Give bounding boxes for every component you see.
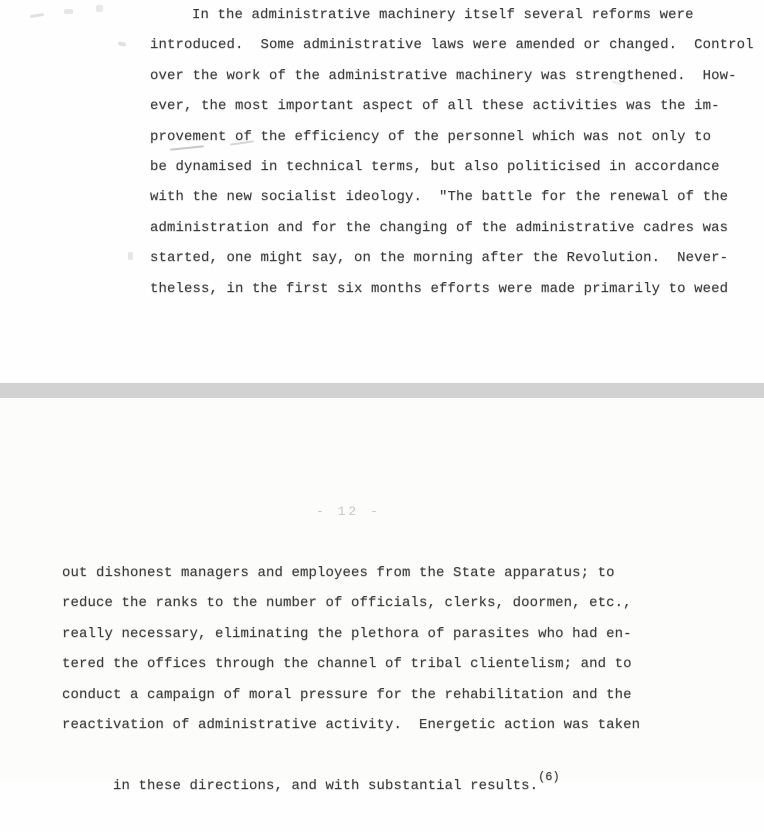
text-line — [62, 740, 662, 831]
text-line: conduct a campaign of moral pressure for the rehabilitation and the — [62, 686, 632, 703]
scan-artifact — [96, 5, 103, 12]
paragraph-top — [150, 0, 760, 304]
text-line: reduce the ranks to the number of officials, clerks, doormen, etc., — [62, 595, 632, 612]
scan-artifact — [128, 252, 133, 260]
text-line: theless, in the first six months efforts were made primarily to weed — [150, 280, 729, 297]
text-line: over the work of the administrative machinery was strengthened. How- — [150, 67, 737, 84]
scan-artifact — [64, 9, 73, 14]
scanned-page-top — [0, 0, 764, 383]
text-line: out dishonest managers and employees from the State apparatus; to — [62, 565, 615, 581]
text-line: provement of the efficiency of the personnel which was not only to — [150, 128, 712, 145]
text-line: with the new socialist ideology. "The battle for the renewal of the — [150, 189, 729, 206]
text-line: be dynamised in technical terms, but also politicised in accordance — [150, 159, 720, 176]
page-number: - 12 - — [316, 504, 381, 519]
text-line: administration and for the changing of the administrative cadres was — [150, 219, 729, 236]
scanned-page-bottom — [0, 398, 764, 794]
page-divider-band — [0, 383, 764, 398]
text-line-final: in these directions, and with substantial results. — [113, 777, 539, 794]
text-line: introduced. Some administrative laws were amended or changed. Control — [150, 37, 754, 54]
text-line: started, one might say, on the morning after the Revolution. Never- — [150, 250, 729, 267]
text-line: In the administrative machinery itself several reforms were — [192, 7, 694, 23]
text-line: really necessary, eliminating the plethora of parasites who had en- — [62, 625, 632, 642]
text-line: reactivation of administrative activity. Energetic action was taken — [62, 717, 641, 734]
footnote-marker: (6) — [538, 769, 560, 784]
paragraph-bottom — [62, 558, 662, 832]
text-line: tered the offices through the channel of tribal clientelism; and to — [62, 656, 632, 673]
text-line: ever, the most important aspect of all these activities was the im- — [150, 98, 720, 115]
scan-artifact — [30, 13, 44, 18]
scan-artifact — [118, 41, 127, 47]
